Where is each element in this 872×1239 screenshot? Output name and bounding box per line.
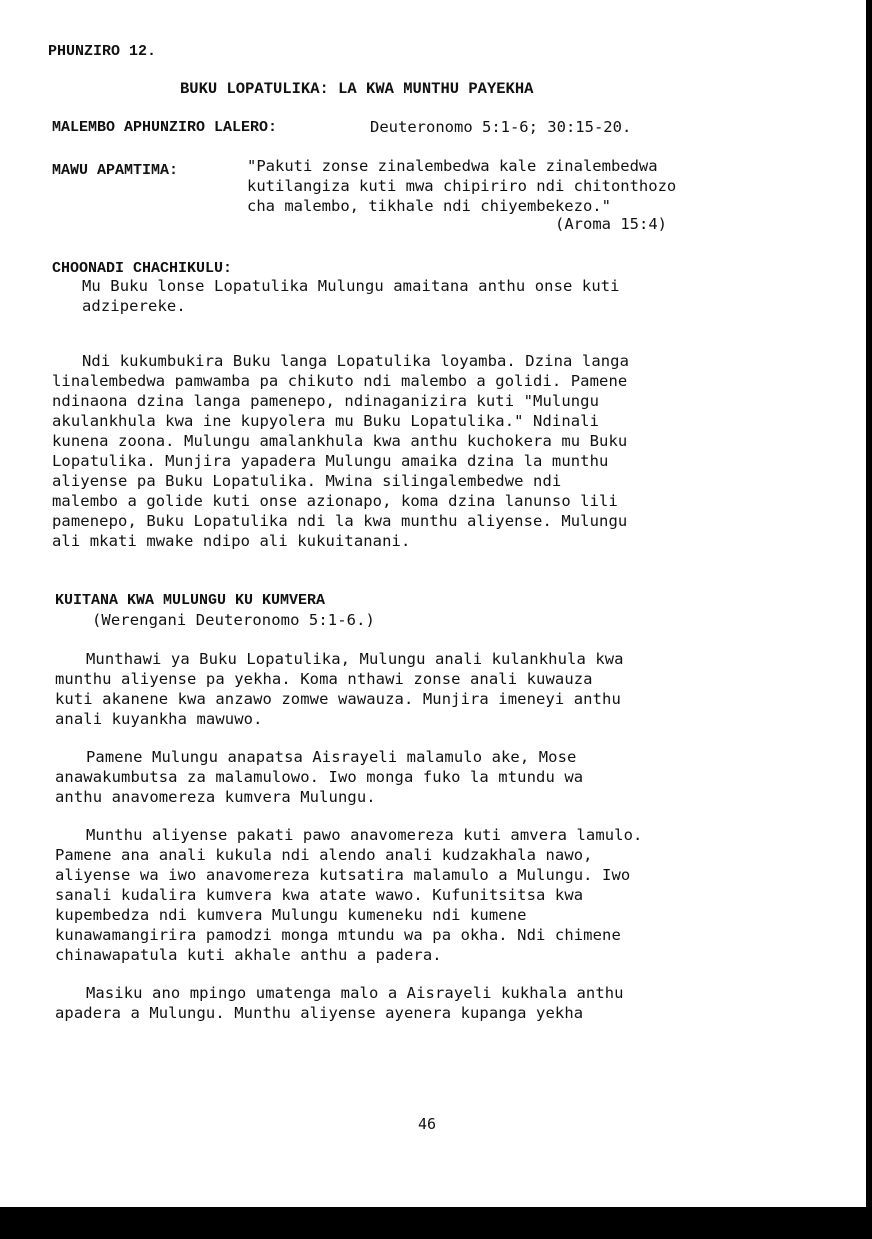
paragraph-line: kupembedza ndi kumvera Mulungu kumeneku ndi kumene	[55, 906, 527, 924]
aim-line: Mu Buku lonse Lopatulika Mulungu amaitana anthu onse kuti	[82, 277, 620, 295]
reading-label: MALEMBO APHUNZIRO LALERO:	[52, 119, 278, 136]
paragraph-line: Lopatulika. Munjira yapadera Mulungu amaika dzina la munthu	[52, 452, 609, 470]
key-verse-line: kutilangiza kuti mwa chipiriro ndi chitonthozo	[247, 177, 677, 195]
paragraph-line: ndinaona dzina langa pamenepo, ndinaganizira kuti "Mulungu	[52, 392, 600, 410]
paragraph-line: anali kuyankha mawuwo.	[55, 710, 263, 728]
paragraph-line: Munthu aliyense pakati pawo anavomereza kuti amvera lamulo.	[86, 826, 643, 844]
paragraph-line: akulankhula kwa ine kupyolera mu Buku Lopatulika." Ndinali	[52, 412, 600, 430]
key-verse-reference: (Aroma 15:4)	[555, 215, 667, 233]
aim-line: adzipereke.	[82, 297, 186, 315]
lesson-number: PHUNZIRO 12.	[48, 43, 157, 60]
key-verse-label: MAWU APAMTIMA:	[52, 162, 179, 179]
key-verse-line: "Pakuti zonse zinalembedwa kale zinalembedwa	[247, 157, 658, 175]
section-reference: (Werengani Deuteronomo 5:1-6.)	[92, 611, 375, 629]
paragraph-line: aliyense pa Buku Lopatulika. Mwina silingalembedwe ndi	[52, 472, 562, 490]
paragraph-line: ali mkati mwake ndipo ali kukuitanani.	[52, 532, 411, 550]
paragraph-line: apadera a Mulungu. Munthu aliyense ayenera kupanga yekha	[55, 1004, 584, 1022]
paragraph-line: linalembedwa pamwamba pa chikuto ndi malembo a golidi. Pamene	[52, 372, 628, 390]
paragraph-line: Masiku ano mpingo umatenga malo a Aisrayeli kukhala anthu	[86, 984, 624, 1002]
paragraph-line: aliyense wa iwo anavomereza kutsatira malamulo a Mulungu. Iwo	[55, 866, 631, 884]
paragraph-line: kunena zoona. Mulungu amalankhula kwa anthu kuchokera mu Buku	[52, 432, 628, 450]
paragraph-line: anawakumbutsa za malamulowo. Iwo monga fuko la mtundu wa	[55, 768, 584, 786]
aim-heading: CHOONADI CHACHIKULU:	[52, 260, 233, 277]
key-verse-line: cha malembo, tikhale ndi chiyembekezo."	[247, 197, 611, 215]
paragraph-line: Munthawi ya Buku Lopatulika, Mulungu anali kulankhula kwa	[86, 650, 624, 668]
paragraph-line: kuti akanene kwa anzawo zomwe wawauza. Munjira imeneyi anthu	[55, 690, 621, 708]
lesson-title: BUKU LOPATULIKA: LA KWA MUNTHU PAYEKHA	[180, 80, 534, 98]
paragraph-line: chinawapatula kuti akhale anthu a padera.	[55, 946, 442, 964]
paragraph-line: kunawamangirira pamodzi monga mtundu wa pa okha. Ndi chimene	[55, 926, 621, 944]
paragraph-line: Pamene Mulungu anapatsa Aisrayeli malamulo ake, Mose	[86, 748, 577, 766]
reading-value: Deuteronomo 5:1-6; 30:15-20.	[370, 118, 632, 136]
paragraph-line: sanali kudalira kumvera kwa atate wawo. Kufunitsitsa kwa	[55, 886, 584, 904]
scan-edge-right	[866, 0, 872, 1239]
paragraph-line: Pamene ana anali kukula ndi alendo anali kudzakhala nawo,	[55, 846, 593, 864]
paragraph-line: anthu anavomereza kumvera Mulungu.	[55, 788, 376, 806]
scan-edge-bottom	[0, 1207, 872, 1239]
section-heading: KUITANA KWA MULUNGU KU KUMVERA	[55, 592, 326, 609]
paragraph-line: munthu aliyense pa yekha. Koma nthawi zonse anali kuwauza	[55, 670, 593, 688]
paragraph-line: malembo a golide kuti onse azionapo, koma dzina lanunso lili	[52, 492, 618, 510]
paragraph-line: Ndi kukumbukira Buku langa Lopatulika loyamba. Dzina langa	[82, 352, 630, 370]
page-number: 46	[418, 1115, 437, 1133]
paragraph-line: pamenepo, Buku Lopatulika ndi la kwa munthu aliyense. Mulungu	[52, 512, 628, 530]
